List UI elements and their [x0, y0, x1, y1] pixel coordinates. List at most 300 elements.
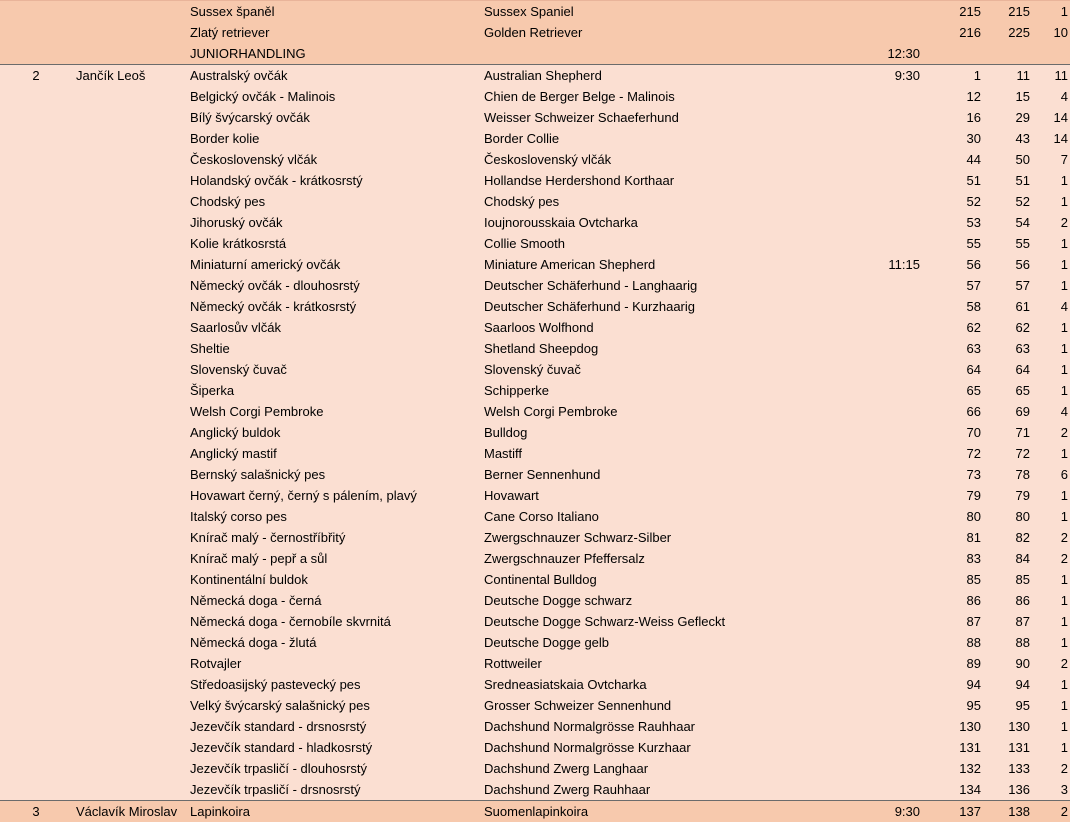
table-row	[0, 674, 1070, 695]
breed-czech-name-cell: Československý vlčák	[186, 149, 481, 170]
entry-count-cell: 1	[1032, 191, 1070, 212]
start-time-cell: 12:30	[833, 43, 922, 65]
breed-czech-name-cell: Bernský salašnický pes	[186, 464, 481, 485]
catalog-from-cell: 83	[922, 548, 983, 569]
catalog-to-cell: 84	[983, 548, 1032, 569]
catalog-to-cell: 62	[983, 317, 1032, 338]
table-row	[0, 149, 1070, 170]
catalog-from-cell: 86	[922, 590, 983, 611]
entry-count-cell: 1	[1032, 317, 1070, 338]
entry-count-cell: 1	[1032, 632, 1070, 653]
catalog-to-cell: 29	[983, 107, 1032, 128]
catalog-to-cell: 54	[983, 212, 1032, 233]
breed-czech-name-cell: Miniaturní americký ovčák	[186, 254, 481, 275]
breed-original-name-cell: Rottweiler	[481, 653, 833, 674]
judge-name-cell	[72, 359, 186, 380]
start-time-cell	[833, 275, 922, 296]
catalog-from-cell: 89	[922, 653, 983, 674]
entry-count-cell: 1	[1032, 233, 1070, 254]
ring-number-cell	[0, 338, 72, 359]
judge-name-cell	[72, 422, 186, 443]
breed-original-name-cell: Chien de Berger Belge - Malinois	[481, 86, 833, 107]
table-row	[0, 779, 1070, 801]
breed-czech-name-cell: Sussex španěl	[186, 1, 481, 23]
catalog-to-cell: 78	[983, 464, 1032, 485]
breed-original-name-cell: Border Collie	[481, 128, 833, 149]
breed-czech-name-cell: Bílý švýcarský ovčák	[186, 107, 481, 128]
breed-original-name-cell: Dachshund Normalgrösse Kurzhaar	[481, 737, 833, 758]
breed-czech-name-cell: Welsh Corgi Pembroke	[186, 401, 481, 422]
catalog-to-cell: 94	[983, 674, 1032, 695]
start-time-cell	[833, 380, 922, 401]
catalog-from-cell: 57	[922, 275, 983, 296]
catalog-to-cell: 79	[983, 485, 1032, 506]
entry-count-cell: 2	[1032, 527, 1070, 548]
ring-number-cell	[0, 443, 72, 464]
judge-name-cell	[72, 338, 186, 359]
start-time-cell	[833, 22, 922, 43]
start-time-cell	[833, 191, 922, 212]
breed-original-name-cell: Grosser Schweizer Sennenhund	[481, 695, 833, 716]
start-time-cell: 9:30	[833, 801, 922, 822]
entry-count-cell: 2	[1032, 422, 1070, 443]
start-time-cell	[833, 149, 922, 170]
start-time-cell	[833, 401, 922, 422]
ring-number-cell	[0, 422, 72, 443]
ring-number-cell	[0, 128, 72, 149]
catalog-from-cell: 73	[922, 464, 983, 485]
breed-original-name-cell: Berner Sennenhund	[481, 464, 833, 485]
catalog-from-cell: 87	[922, 611, 983, 632]
judge-name-cell	[72, 674, 186, 695]
breed-original-name-cell: Deutsche Dogge schwarz	[481, 590, 833, 611]
table-row	[0, 611, 1070, 632]
catalog-to-cell: 71	[983, 422, 1032, 443]
entry-count-cell: 1	[1032, 611, 1070, 632]
entry-count-cell: 1	[1032, 737, 1070, 758]
start-time-cell	[833, 86, 922, 107]
catalog-to-cell: 64	[983, 359, 1032, 380]
breed-original-name-cell: Deutscher Schäferhund - Kurzhaarig	[481, 296, 833, 317]
catalog-to-cell: 56	[983, 254, 1032, 275]
start-time-cell	[833, 611, 922, 632]
ring-number-cell	[0, 506, 72, 527]
judge-name-cell	[72, 716, 186, 737]
entry-count-cell: 4	[1032, 86, 1070, 107]
catalog-from-cell: 134	[922, 779, 983, 801]
breed-original-name-cell: Deutsche Dogge Schwarz-Weiss Gefleckt	[481, 611, 833, 632]
judge-name-cell: Jančík Leoš	[72, 65, 186, 87]
entry-count-cell: 1	[1032, 359, 1070, 380]
judge-name-cell	[72, 758, 186, 779]
catalog-from-cell: 81	[922, 527, 983, 548]
ring-number-cell	[0, 86, 72, 107]
entry-count-cell: 1	[1032, 338, 1070, 359]
start-time-cell: 9:30	[833, 65, 922, 87]
catalog-from-cell: 85	[922, 569, 983, 590]
start-time-cell	[833, 716, 922, 737]
breed-czech-name-cell: JUNIORHANDLING	[186, 43, 481, 65]
catalog-to-cell: 50	[983, 149, 1032, 170]
start-time-cell	[833, 170, 922, 191]
ring-number-cell	[0, 632, 72, 653]
entry-count-cell: 11	[1032, 65, 1070, 87]
entry-count-cell: 1	[1032, 506, 1070, 527]
judge-name-cell	[72, 128, 186, 149]
breed-original-name-cell: Shetland Sheepdog	[481, 338, 833, 359]
catalog-from-cell: 95	[922, 695, 983, 716]
start-time-cell	[833, 548, 922, 569]
judge-name-cell	[72, 527, 186, 548]
ring-number-cell	[0, 401, 72, 422]
judge-name-cell	[72, 653, 186, 674]
breed-czech-name-cell: Italský corso pes	[186, 506, 481, 527]
breed-original-name-cell: Schipperke	[481, 380, 833, 401]
judge-name-cell	[72, 86, 186, 107]
catalog-to-cell: 51	[983, 170, 1032, 191]
entry-count-cell: 1	[1032, 674, 1070, 695]
entry-count-cell: 10	[1032, 22, 1070, 43]
catalog-to-cell: 57	[983, 275, 1032, 296]
breed-czech-name-cell: Lapinkoira	[186, 801, 481, 822]
table-row	[0, 548, 1070, 569]
breed-original-name-cell: Hollandse Herdershond Korthaar	[481, 170, 833, 191]
table-row	[0, 737, 1070, 758]
breed-czech-name-cell: Německá doga - černá	[186, 590, 481, 611]
breed-original-name-cell: Australian Shepherd	[481, 65, 833, 87]
ring-number-cell	[0, 191, 72, 212]
breed-original-name-cell: Bulldog	[481, 422, 833, 443]
catalog-to-cell: 90	[983, 653, 1032, 674]
breed-czech-name-cell: Šiperka	[186, 380, 481, 401]
ring-number-cell	[0, 380, 72, 401]
table-row	[0, 590, 1070, 611]
start-time-cell	[833, 464, 922, 485]
catalog-from-cell: 131	[922, 737, 983, 758]
entry-count-cell: 1	[1032, 485, 1070, 506]
ring-number-cell	[0, 170, 72, 191]
catalog-from-cell: 63	[922, 338, 983, 359]
entry-count-cell: 1	[1032, 275, 1070, 296]
catalog-from-cell: 215	[922, 1, 983, 23]
table-row	[0, 527, 1070, 548]
catalog-to-cell: 55	[983, 233, 1032, 254]
catalog-from-cell: 62	[922, 317, 983, 338]
start-time-cell	[833, 527, 922, 548]
breed-original-name-cell: Dachshund Normalgrösse Rauhhaar	[481, 716, 833, 737]
entry-count-cell: 7	[1032, 149, 1070, 170]
start-time-cell	[833, 317, 922, 338]
entry-count-cell: 2	[1032, 758, 1070, 779]
catalog-from-cell: 51	[922, 170, 983, 191]
breed-czech-name-cell: Belgický ovčák - Malinois	[186, 86, 481, 107]
ring-number-cell	[0, 527, 72, 548]
breed-original-name-cell: Miniature American Shepherd	[481, 254, 833, 275]
catalog-from-cell: 79	[922, 485, 983, 506]
breed-original-name-cell: Slovenský čuvač	[481, 359, 833, 380]
table-row	[0, 401, 1070, 422]
ring-number-cell	[0, 1, 72, 23]
entry-count-cell: 4	[1032, 401, 1070, 422]
start-time-cell	[833, 674, 922, 695]
breed-original-name-cell	[481, 43, 833, 65]
start-time-cell	[833, 128, 922, 149]
entry-count-cell: 1	[1032, 170, 1070, 191]
catalog-to-cell: 82	[983, 527, 1032, 548]
catalog-from-cell: 70	[922, 422, 983, 443]
breed-original-name-cell: Saarloos Wolfhond	[481, 317, 833, 338]
catalog-to-cell: 63	[983, 338, 1032, 359]
table-row	[0, 65, 1070, 87]
ring-number-cell	[0, 611, 72, 632]
catalog-to-cell: 136	[983, 779, 1032, 801]
start-time-cell	[833, 443, 922, 464]
ring-number-cell	[0, 716, 72, 737]
ring-number-cell	[0, 43, 72, 65]
catalog-from-cell: 130	[922, 716, 983, 737]
judge-name-cell	[72, 779, 186, 801]
breed-original-name-cell: Mastiff	[481, 443, 833, 464]
breed-czech-name-cell: Jezevčík trpasličí - dlouhosrstý	[186, 758, 481, 779]
catalog-to-cell: 88	[983, 632, 1032, 653]
table-row	[0, 632, 1070, 653]
catalog-from-cell: 80	[922, 506, 983, 527]
table-row	[0, 758, 1070, 779]
start-time-cell	[833, 506, 922, 527]
catalog-from-cell: 64	[922, 359, 983, 380]
ring-number-cell: 2	[0, 65, 72, 87]
breed-czech-name-cell: Jezevčík standard - drsnosrstý	[186, 716, 481, 737]
ring-number-cell	[0, 779, 72, 801]
ring-number-cell	[0, 107, 72, 128]
catalog-from-cell: 1	[922, 65, 983, 87]
start-time-cell	[833, 212, 922, 233]
catalog-from-cell: 72	[922, 443, 983, 464]
catalog-from-cell: 52	[922, 191, 983, 212]
breed-original-name-cell: Weisser Schweizer Schaeferhund	[481, 107, 833, 128]
breed-czech-name-cell: Velký švýcarský salašnický pes	[186, 695, 481, 716]
catalog-to-cell: 131	[983, 737, 1032, 758]
judge-name-cell	[72, 191, 186, 212]
judge-name-cell	[72, 1, 186, 23]
start-time-cell: 11:15	[833, 254, 922, 275]
breed-czech-name-cell: Jezevčík standard - hladkosrstý	[186, 737, 481, 758]
table-row	[0, 359, 1070, 380]
breed-original-name-cell: Collie Smooth	[481, 233, 833, 254]
ring-number-cell	[0, 590, 72, 611]
start-time-cell	[833, 653, 922, 674]
entry-count-cell: 3	[1032, 779, 1070, 801]
table-row	[0, 801, 1070, 822]
breed-czech-name-cell: Border kolie	[186, 128, 481, 149]
judge-name-cell	[72, 275, 186, 296]
catalog-to-cell: 15	[983, 86, 1032, 107]
breed-original-name-cell: Deutsche Dogge gelb	[481, 632, 833, 653]
catalog-to-cell: 61	[983, 296, 1032, 317]
catalog-to-cell: 52	[983, 191, 1032, 212]
breed-original-name-cell: Dachshund Zwerg Langhaar	[481, 758, 833, 779]
start-time-cell	[833, 107, 922, 128]
catalog-to-cell: 87	[983, 611, 1032, 632]
start-time-cell	[833, 422, 922, 443]
breed-original-name-cell: Sussex Spaniel	[481, 1, 833, 23]
start-time-cell	[833, 1, 922, 23]
breed-czech-name-cell: Jezevčík trpasličí - drsnosrstý	[186, 779, 481, 801]
table-row	[0, 653, 1070, 674]
start-time-cell	[833, 737, 922, 758]
breed-original-name-cell: Zwergschnauzer Schwarz-Silber	[481, 527, 833, 548]
breed-czech-name-cell: Středoasijský pastevecký pes	[186, 674, 481, 695]
ring-number-cell	[0, 485, 72, 506]
entry-count-cell: 1	[1032, 254, 1070, 275]
catalog-from-cell: 55	[922, 233, 983, 254]
entry-count-cell: 2	[1032, 212, 1070, 233]
judge-name-cell	[72, 569, 186, 590]
start-time-cell	[833, 233, 922, 254]
judge-name-cell	[72, 43, 186, 65]
catalog-to-cell: 72	[983, 443, 1032, 464]
breed-czech-name-cell: Kolie krátkosrstá	[186, 233, 481, 254]
breed-original-name-cell: Hovawart	[481, 485, 833, 506]
breed-original-name-cell: Chodský pes	[481, 191, 833, 212]
entry-count-cell: 1	[1032, 716, 1070, 737]
breed-original-name-cell: Golden Retriever	[481, 22, 833, 43]
entry-count-cell: 1	[1032, 569, 1070, 590]
table-row	[0, 191, 1070, 212]
table-row	[0, 695, 1070, 716]
table-row	[0, 43, 1070, 65]
table-row	[0, 107, 1070, 128]
start-time-cell	[833, 590, 922, 611]
ring-number-cell	[0, 359, 72, 380]
table-row	[0, 254, 1070, 275]
catalog-from-cell: 56	[922, 254, 983, 275]
catalog-from-cell: 12	[922, 86, 983, 107]
table-row	[0, 275, 1070, 296]
breed-original-name-cell: Sredneasiatskaia Ovtcharka	[481, 674, 833, 695]
ring-number-cell	[0, 737, 72, 758]
judge-name-cell	[72, 22, 186, 43]
catalog-from-cell: 16	[922, 107, 983, 128]
table-row	[0, 569, 1070, 590]
entry-count-cell: 1	[1032, 695, 1070, 716]
breed-czech-name-cell: Jihoruský ovčák	[186, 212, 481, 233]
ring-number-cell	[0, 758, 72, 779]
table-row	[0, 212, 1070, 233]
start-time-cell	[833, 695, 922, 716]
table-row	[0, 233, 1070, 254]
breed-original-name-cell: Suomenlapinkoira	[481, 801, 833, 822]
table-row	[0, 86, 1070, 107]
catalog-to-cell: 11	[983, 65, 1032, 87]
catalog-to-cell: 95	[983, 695, 1032, 716]
catalog-to-cell: 80	[983, 506, 1032, 527]
breed-czech-name-cell: Německá doga - černobíle skvrnitá	[186, 611, 481, 632]
catalog-to-cell: 225	[983, 22, 1032, 43]
ring-number-cell	[0, 233, 72, 254]
judge-name-cell	[72, 254, 186, 275]
catalog-to-cell: 65	[983, 380, 1032, 401]
entry-count-cell: 1	[1032, 380, 1070, 401]
ring-number-cell	[0, 695, 72, 716]
breed-original-name-cell: Zwergschnauzer Pfeffersalz	[481, 548, 833, 569]
judge-name-cell	[72, 212, 186, 233]
judge-name-cell	[72, 506, 186, 527]
catalog-from-cell: 53	[922, 212, 983, 233]
table-row	[0, 296, 1070, 317]
table-row	[0, 22, 1070, 43]
entry-count-cell	[1032, 43, 1070, 65]
breed-czech-name-cell: Knírač malý - černostříbřitý	[186, 527, 481, 548]
breed-czech-name-cell: Německý ovčák - krátkosrstý	[186, 296, 481, 317]
ring-number-cell	[0, 254, 72, 275]
catalog-to-cell: 43	[983, 128, 1032, 149]
table-row	[0, 170, 1070, 191]
table-row	[0, 380, 1070, 401]
table-row	[0, 422, 1070, 443]
entry-count-cell: 14	[1032, 107, 1070, 128]
table-row	[0, 443, 1070, 464]
start-time-cell	[833, 569, 922, 590]
judge-name-cell	[72, 443, 186, 464]
catalog-to-cell: 69	[983, 401, 1032, 422]
start-time-cell	[833, 779, 922, 801]
judge-name-cell	[72, 548, 186, 569]
catalog-from-cell: 88	[922, 632, 983, 653]
entry-count-cell: 2	[1032, 548, 1070, 569]
breed-czech-name-cell: Rotvajler	[186, 653, 481, 674]
catalog-to-cell: 130	[983, 716, 1032, 737]
breed-czech-name-cell: Kontinentální buldok	[186, 569, 481, 590]
catalog-from-cell: 137	[922, 801, 983, 822]
judge-name-cell	[72, 611, 186, 632]
breed-czech-name-cell: Chodský pes	[186, 191, 481, 212]
ring-number-cell	[0, 674, 72, 695]
judge-name-cell	[72, 380, 186, 401]
ring-number-cell	[0, 317, 72, 338]
ring-number-cell	[0, 296, 72, 317]
breed-original-name-cell: Welsh Corgi Pembroke	[481, 401, 833, 422]
breed-czech-name-cell: Německá doga - žlutá	[186, 632, 481, 653]
table-row	[0, 485, 1070, 506]
table-row	[0, 716, 1070, 737]
breed-czech-name-cell: Hovawart černý, černý s pálením, plavý	[186, 485, 481, 506]
catalog-from-cell: 30	[922, 128, 983, 149]
entry-count-cell: 1	[1032, 590, 1070, 611]
ring-number-cell	[0, 22, 72, 43]
judge-name-cell	[72, 590, 186, 611]
breed-original-name-cell: Continental Bulldog	[481, 569, 833, 590]
breed-czech-name-cell: Australský ovčák	[186, 65, 481, 87]
table-row	[0, 506, 1070, 527]
judge-name-cell	[72, 317, 186, 338]
entry-count-cell: 1	[1032, 443, 1070, 464]
table-row	[0, 338, 1070, 359]
entry-count-cell: 14	[1032, 128, 1070, 149]
schedule-body	[0, 1, 1070, 822]
start-time-cell	[833, 338, 922, 359]
judge-name-cell	[72, 737, 186, 758]
catalog-to-cell	[983, 43, 1032, 65]
ring-number-cell	[0, 464, 72, 485]
breed-czech-name-cell: Zlatý retriever	[186, 22, 481, 43]
ring-number-cell	[0, 653, 72, 674]
catalog-from-cell: 216	[922, 22, 983, 43]
catalog-to-cell: 133	[983, 758, 1032, 779]
entry-count-cell: 2	[1032, 801, 1070, 822]
start-time-cell	[833, 359, 922, 380]
judge-name-cell	[72, 170, 186, 191]
